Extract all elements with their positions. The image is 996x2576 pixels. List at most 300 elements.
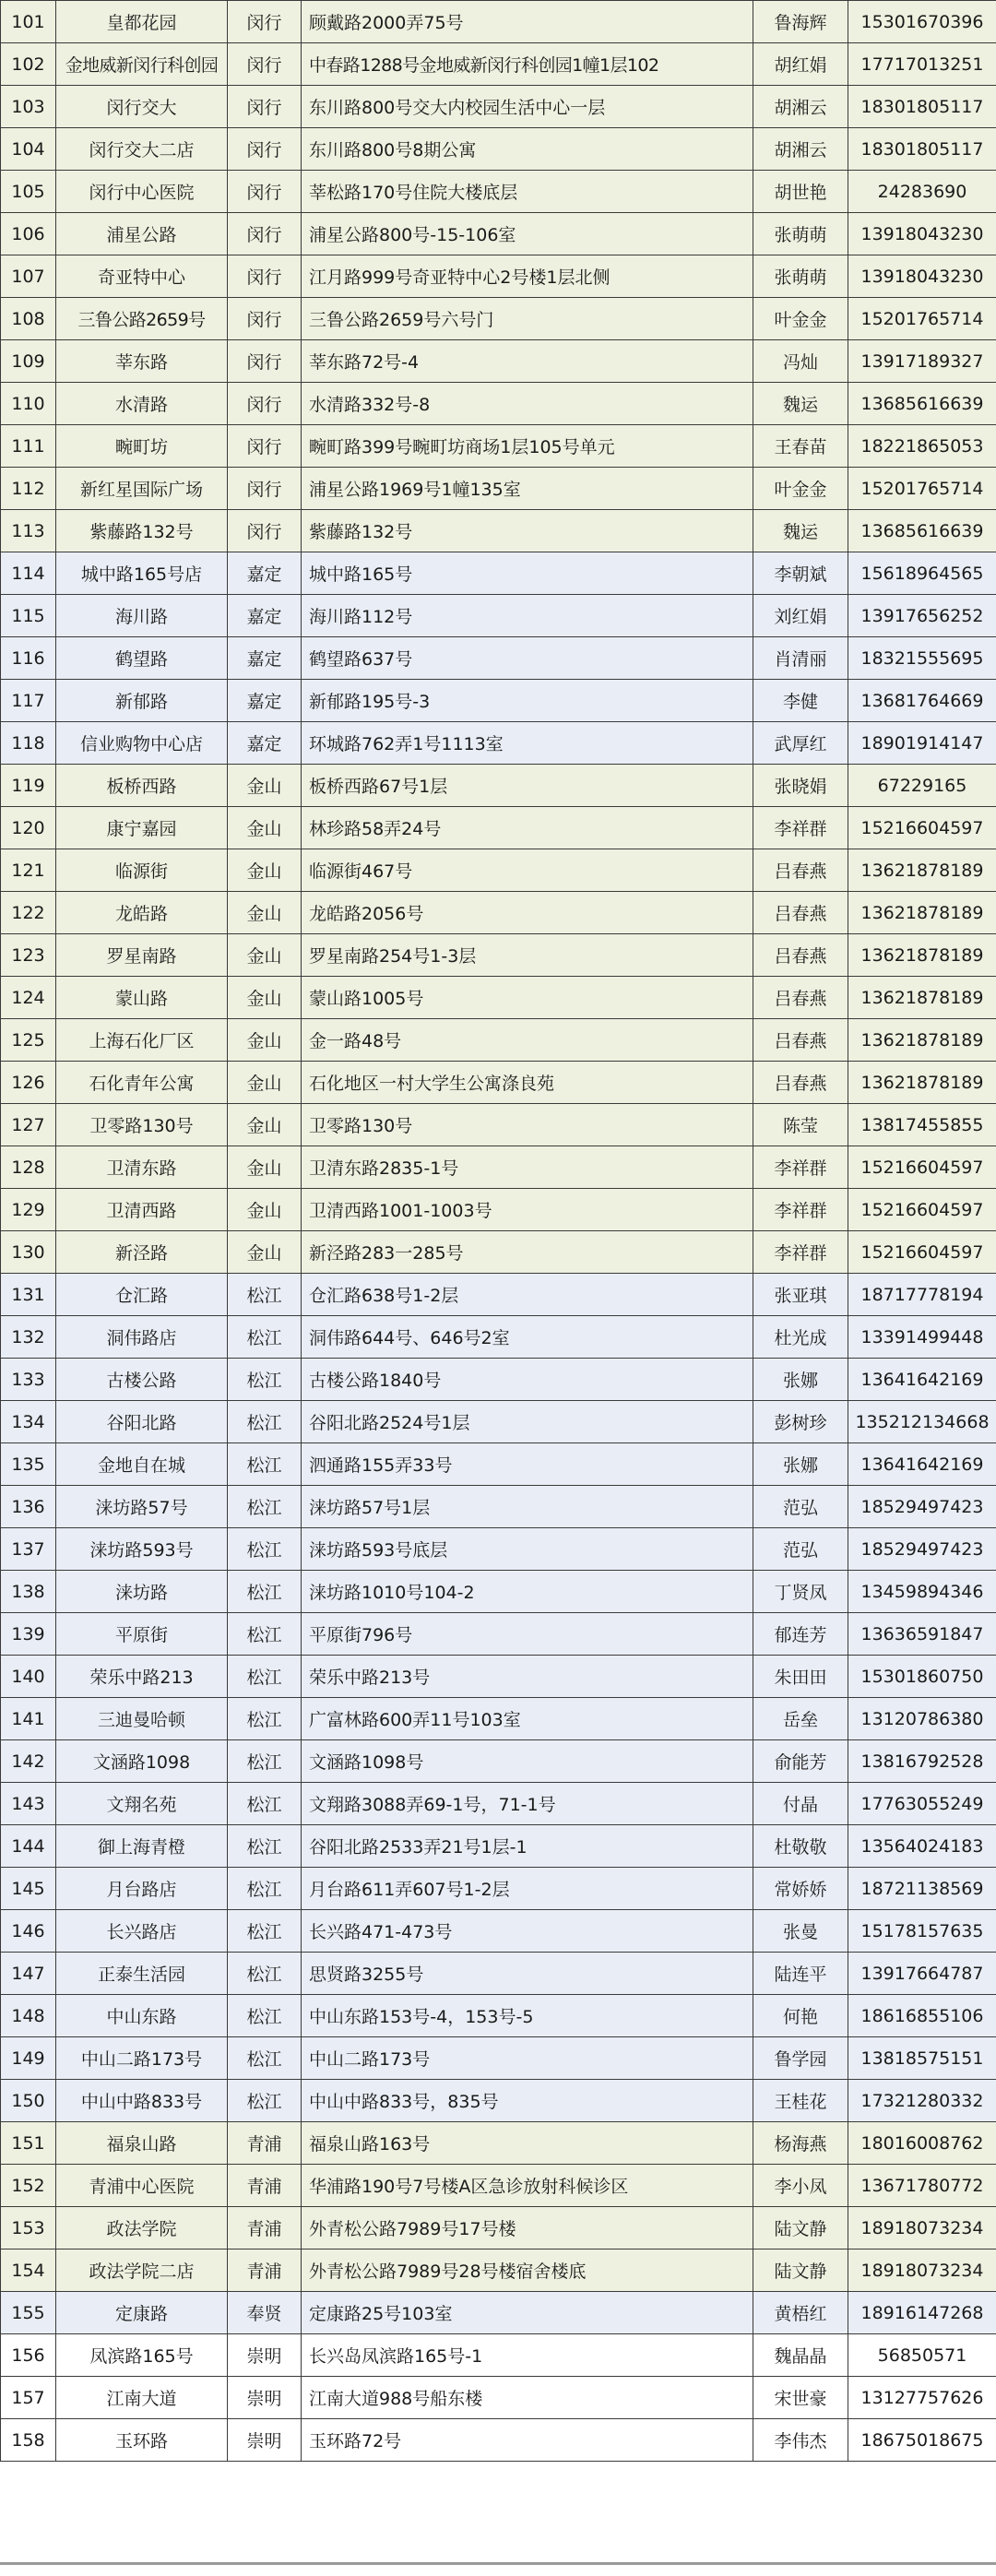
phone-cell: 13685616639 bbox=[848, 383, 996, 425]
contact-person-cell: 何艳 bbox=[753, 1995, 848, 2037]
phone-cell: 13671780772 bbox=[848, 2165, 996, 2207]
contact-person-cell: 张娜 bbox=[753, 1443, 848, 1486]
table-row bbox=[1, 340, 996, 383]
contact-person-cell: 鲁海辉 bbox=[753, 1, 848, 43]
address-cell: 涞坊路593号底层 bbox=[302, 1528, 753, 1571]
phone-cell: 13621878189 bbox=[848, 934, 996, 977]
district-cell: 金山 bbox=[228, 807, 302, 849]
store-number-cell: 137 bbox=[1, 1528, 56, 1571]
contact-person-cell: 张晓娟 bbox=[753, 765, 848, 807]
table-row bbox=[1, 1571, 996, 1613]
table-row bbox=[1, 1656, 996, 1698]
phone-cell: 18675018675 bbox=[848, 2419, 996, 2462]
phone-cell: 15216604597 bbox=[848, 1146, 996, 1189]
store-number-cell: 141 bbox=[1, 1698, 56, 1740]
table-row bbox=[1, 298, 996, 340]
store-name-cell: 皇都花园 bbox=[56, 1, 228, 43]
store-number-cell: 118 bbox=[1, 722, 56, 765]
store-number-cell: 130 bbox=[1, 1231, 56, 1274]
store-number-cell: 111 bbox=[1, 425, 56, 468]
address-cell: 海川路112号 bbox=[302, 595, 753, 637]
store-number-cell: 134 bbox=[1, 1401, 56, 1443]
address-cell: 思贤路3255号 bbox=[302, 1953, 753, 1995]
contact-person-cell: 李伟杰 bbox=[753, 2419, 848, 2462]
store-name-cell: 荣乐中路213 bbox=[56, 1656, 228, 1698]
store-number-cell: 131 bbox=[1, 1274, 56, 1316]
contact-person-cell: 冯灿 bbox=[753, 340, 848, 383]
district-cell: 闵行 bbox=[228, 213, 302, 255]
district-cell: 闵行 bbox=[228, 298, 302, 340]
district-cell: 松江 bbox=[228, 1995, 302, 2037]
contact-person-cell: 胡湘云 bbox=[753, 128, 848, 171]
store-number-cell: 108 bbox=[1, 298, 56, 340]
district-cell: 崇明 bbox=[228, 2419, 302, 2462]
table-row bbox=[1, 510, 996, 552]
contact-person-cell: 郁连芳 bbox=[753, 1613, 848, 1656]
contact-person-cell: 刘红娟 bbox=[753, 595, 848, 637]
phone-cell: 13127757626 bbox=[848, 2377, 996, 2419]
store-number-cell: 127 bbox=[1, 1104, 56, 1146]
table-row bbox=[1, 2250, 996, 2292]
phone-cell: 18529497423 bbox=[848, 1486, 996, 1528]
table-row bbox=[1, 2292, 996, 2334]
address-cell: 龙皓路2056号 bbox=[302, 892, 753, 934]
table-row bbox=[1, 552, 996, 595]
contact-person-cell: 付晶 bbox=[753, 1783, 848, 1825]
table-row bbox=[1, 977, 996, 1019]
store-number-cell: 135 bbox=[1, 1443, 56, 1486]
table-row bbox=[1, 2334, 996, 2377]
phone-cell: 13818575151 bbox=[848, 2037, 996, 2080]
phone-cell: 18918073234 bbox=[848, 2207, 996, 2250]
address-cell: 仓汇路638号1-2层 bbox=[302, 1274, 753, 1316]
store-number-cell: 152 bbox=[1, 2165, 56, 2207]
address-cell: 东川路800号8期公寓 bbox=[302, 128, 753, 171]
store-name-cell: 定康路 bbox=[56, 2292, 228, 2334]
district-cell: 闵行 bbox=[228, 128, 302, 171]
contact-person-cell: 范弘 bbox=[753, 1486, 848, 1528]
store-name-cell: 古楼公路 bbox=[56, 1359, 228, 1401]
phone-cell: 13621878189 bbox=[848, 849, 996, 892]
table-row bbox=[1, 1868, 996, 1910]
contact-person-cell: 张萌萌 bbox=[753, 213, 848, 255]
store-name-cell: 闵行中心医院 bbox=[56, 171, 228, 213]
address-cell: 中山中路833号，835号 bbox=[302, 2080, 753, 2122]
phone-cell: 15216604597 bbox=[848, 807, 996, 849]
table-row bbox=[1, 1019, 996, 1062]
store-name-cell: 卫零路130号 bbox=[56, 1104, 228, 1146]
contact-person-cell: 常娇娇 bbox=[753, 1868, 848, 1910]
table-row bbox=[1, 1740, 996, 1783]
address-cell: 浦星公路1969号1幢135室 bbox=[302, 468, 753, 510]
phone-cell: 15216604597 bbox=[848, 1231, 996, 1274]
district-cell: 松江 bbox=[228, 1613, 302, 1656]
phone-cell: 13816792528 bbox=[848, 1740, 996, 1783]
store-number-cell: 121 bbox=[1, 849, 56, 892]
table-row bbox=[1, 1953, 996, 1995]
contact-person-cell: 吕春燕 bbox=[753, 1062, 848, 1104]
address-cell: 涞坊路57号1层 bbox=[302, 1486, 753, 1528]
table-row bbox=[1, 2377, 996, 2419]
store-name-cell: 石化青年公寓 bbox=[56, 1062, 228, 1104]
address-cell: 卫清东路2835-1号 bbox=[302, 1146, 753, 1189]
phone-cell: 13621878189 bbox=[848, 1019, 996, 1062]
store-name-cell: 江南大道 bbox=[56, 2377, 228, 2419]
district-cell: 闵行 bbox=[228, 510, 302, 552]
table-row bbox=[1, 1783, 996, 1825]
address-cell: 华浦路190号7号楼A区急诊放射科候诊区 bbox=[302, 2165, 753, 2207]
contact-person-cell: 王桂花 bbox=[753, 2080, 848, 2122]
address-cell: 顾戴路2000弄75号 bbox=[302, 1, 753, 43]
table-row bbox=[1, 383, 996, 425]
contact-person-cell: 魏运 bbox=[753, 383, 848, 425]
store-number-cell: 105 bbox=[1, 171, 56, 213]
store-name-cell: 政法学院 bbox=[56, 2207, 228, 2250]
store-number-cell: 147 bbox=[1, 1953, 56, 1995]
store-number-cell: 120 bbox=[1, 807, 56, 849]
table-row bbox=[1, 255, 996, 298]
store-number-cell: 119 bbox=[1, 765, 56, 807]
store-number-cell: 110 bbox=[1, 383, 56, 425]
phone-cell: 13636591847 bbox=[848, 1613, 996, 1656]
contact-person-cell: 张萌萌 bbox=[753, 255, 848, 298]
district-cell: 金山 bbox=[228, 1231, 302, 1274]
phone-cell: 13621878189 bbox=[848, 892, 996, 934]
table-row bbox=[1, 934, 996, 977]
store-number-cell: 156 bbox=[1, 2334, 56, 2377]
table-row bbox=[1, 807, 996, 849]
store-number-cell: 143 bbox=[1, 1783, 56, 1825]
store-number-cell: 157 bbox=[1, 2377, 56, 2419]
phone-cell: 13621878189 bbox=[848, 1062, 996, 1104]
address-cell: 莘松路170号住院大楼底层 bbox=[302, 171, 753, 213]
phone-cell: 18221865053 bbox=[848, 425, 996, 468]
district-cell: 金山 bbox=[228, 977, 302, 1019]
table-row bbox=[1, 43, 996, 86]
store-name-cell: 龙皓路 bbox=[56, 892, 228, 934]
district-cell: 松江 bbox=[228, 2037, 302, 2080]
phone-cell: 24283690 bbox=[848, 171, 996, 213]
store-name-cell: 海川路 bbox=[56, 595, 228, 637]
table-row bbox=[1, 1698, 996, 1740]
phone-cell: 13917664787 bbox=[848, 1953, 996, 1995]
store-name-cell: 卫清西路 bbox=[56, 1189, 228, 1231]
table-row bbox=[1, 86, 996, 128]
address-cell: 紫藤路132号 bbox=[302, 510, 753, 552]
district-cell: 松江 bbox=[228, 1698, 302, 1740]
store-name-cell: 福泉山路 bbox=[56, 2122, 228, 2165]
store-name-cell: 洞伟路店 bbox=[56, 1316, 228, 1359]
district-cell: 松江 bbox=[228, 1868, 302, 1910]
store-number-cell: 107 bbox=[1, 255, 56, 298]
contact-person-cell: 陆文静 bbox=[753, 2207, 848, 2250]
district-cell: 金山 bbox=[228, 1019, 302, 1062]
address-cell: 江南大道988号船东楼 bbox=[302, 2377, 753, 2419]
contact-person-cell: 李祥群 bbox=[753, 1189, 848, 1231]
phone-cell: 18721138569 bbox=[848, 1868, 996, 1910]
address-cell: 罗星南路254号1-3层 bbox=[302, 934, 753, 977]
table-row bbox=[1, 171, 996, 213]
district-cell: 崇明 bbox=[228, 2334, 302, 2377]
contact-person-cell: 叶金金 bbox=[753, 298, 848, 340]
contact-person-cell: 杜光成 bbox=[753, 1316, 848, 1359]
store-name-cell: 闵行交大 bbox=[56, 86, 228, 128]
table-row bbox=[1, 468, 996, 510]
address-cell: 浦星公路800号-15-106室 bbox=[302, 213, 753, 255]
store-name-cell: 城中路165号店 bbox=[56, 552, 228, 595]
district-cell: 金山 bbox=[228, 1104, 302, 1146]
store-name-cell: 谷阳北路 bbox=[56, 1401, 228, 1443]
store-name-cell: 仓汇路 bbox=[56, 1274, 228, 1316]
phone-cell: 13918043230 bbox=[848, 255, 996, 298]
phone-cell: 13918043230 bbox=[848, 213, 996, 255]
phone-cell: 56850571 bbox=[848, 2334, 996, 2377]
address-cell: 广富林路600弄11号103室 bbox=[302, 1698, 753, 1740]
phone-cell: 18901914147 bbox=[848, 722, 996, 765]
phone-cell: 18321555695 bbox=[848, 637, 996, 680]
store-number-cell: 128 bbox=[1, 1146, 56, 1189]
store-number-cell: 151 bbox=[1, 2122, 56, 2165]
store-number-cell: 138 bbox=[1, 1571, 56, 1613]
district-cell: 松江 bbox=[228, 1528, 302, 1571]
store-number-cell: 126 bbox=[1, 1062, 56, 1104]
store-number-cell: 124 bbox=[1, 977, 56, 1019]
phone-cell: 15178157635 bbox=[848, 1910, 996, 1953]
phone-cell: 15201765714 bbox=[848, 298, 996, 340]
store-name-cell: 莘东路 bbox=[56, 340, 228, 383]
store-number-cell: 140 bbox=[1, 1656, 56, 1698]
store-name-cell: 金地自在城 bbox=[56, 1443, 228, 1486]
district-cell: 嘉定 bbox=[228, 722, 302, 765]
address-cell: 新泾路283一285号 bbox=[302, 1231, 753, 1274]
contact-person-cell: 李祥群 bbox=[753, 807, 848, 849]
table-row bbox=[1, 1443, 996, 1486]
store-name-cell: 长兴路店 bbox=[56, 1910, 228, 1953]
phone-cell: 13641642169 bbox=[848, 1359, 996, 1401]
phone-cell: 15216604597 bbox=[848, 1189, 996, 1231]
store-number-cell: 125 bbox=[1, 1019, 56, 1062]
store-name-cell: 新泾路 bbox=[56, 1231, 228, 1274]
phone-cell: 13817455855 bbox=[848, 1104, 996, 1146]
contact-person-cell: 杜敬敬 bbox=[753, 1825, 848, 1868]
district-cell: 奉贤 bbox=[228, 2292, 302, 2334]
contact-person-cell: 俞能芳 bbox=[753, 1740, 848, 1783]
store-name-cell: 涞坊路 bbox=[56, 1571, 228, 1613]
contact-person-cell: 李朝斌 bbox=[753, 552, 848, 595]
address-cell: 古楼公路1840号 bbox=[302, 1359, 753, 1401]
address-cell: 定康路25号103室 bbox=[302, 2292, 753, 2334]
phone-cell: 13641642169 bbox=[848, 1443, 996, 1486]
store-number-cell: 153 bbox=[1, 2207, 56, 2250]
address-cell: 中春路1288号金地威新闵行科创园1幢1层102 bbox=[302, 43, 753, 86]
address-cell: 外青松公路7989号28号楼宿舍楼底 bbox=[302, 2250, 753, 2292]
address-cell: 涞坊路1010号104-2 bbox=[302, 1571, 753, 1613]
table-row bbox=[1, 637, 996, 680]
district-cell: 金山 bbox=[228, 765, 302, 807]
store-name-cell: 三鲁公路2659号 bbox=[56, 298, 228, 340]
store-number-cell: 146 bbox=[1, 1910, 56, 1953]
phone-cell: 13917656252 bbox=[848, 595, 996, 637]
district-cell: 松江 bbox=[228, 1783, 302, 1825]
phone-cell: 13685616639 bbox=[848, 510, 996, 552]
store-number-cell: 102 bbox=[1, 43, 56, 86]
store-name-cell: 金地威新闵行科创园 bbox=[56, 43, 228, 86]
district-cell: 松江 bbox=[228, 1825, 302, 1868]
district-cell: 闵行 bbox=[228, 43, 302, 86]
phone-cell: 17717013251 bbox=[848, 43, 996, 86]
store-number-cell: 104 bbox=[1, 128, 56, 171]
district-cell: 松江 bbox=[228, 1486, 302, 1528]
address-cell: 林珍路58弄24号 bbox=[302, 807, 753, 849]
table-row bbox=[1, 1146, 996, 1189]
address-cell: 福泉山路163号 bbox=[302, 2122, 753, 2165]
store-number-cell: 112 bbox=[1, 468, 56, 510]
phone-cell: 18529497423 bbox=[848, 1528, 996, 1571]
store-name-cell: 凤滨路165号 bbox=[56, 2334, 228, 2377]
phone-cell: 15618964565 bbox=[848, 552, 996, 595]
store-name-cell: 上海石化厂区 bbox=[56, 1019, 228, 1062]
address-cell: 三鲁公路2659号六号门 bbox=[302, 298, 753, 340]
phone-cell: 15301670396 bbox=[848, 1, 996, 43]
contact-person-cell: 叶金金 bbox=[753, 468, 848, 510]
table-row bbox=[1, 1528, 996, 1571]
district-cell: 嘉定 bbox=[228, 680, 302, 722]
table-row bbox=[1, 1062, 996, 1104]
contact-person-cell: 杨海燕 bbox=[753, 2122, 848, 2165]
table-row bbox=[1, 722, 996, 765]
district-cell: 松江 bbox=[228, 1401, 302, 1443]
contact-person-cell: 吕春燕 bbox=[753, 892, 848, 934]
store-name-cell: 文翔名苑 bbox=[56, 1783, 228, 1825]
district-cell: 金山 bbox=[228, 934, 302, 977]
contact-person-cell: 陆文静 bbox=[753, 2250, 848, 2292]
store-number-cell: 117 bbox=[1, 680, 56, 722]
district-cell: 闵行 bbox=[228, 171, 302, 213]
phone-cell: 13621878189 bbox=[848, 977, 996, 1019]
table-row bbox=[1, 1486, 996, 1528]
store-name-cell: 罗星南路 bbox=[56, 934, 228, 977]
contact-person-cell: 李小凤 bbox=[753, 2165, 848, 2207]
store-number-cell: 158 bbox=[1, 2419, 56, 2462]
store-number-cell: 133 bbox=[1, 1359, 56, 1401]
address-cell: 鹤望路637号 bbox=[302, 637, 753, 680]
table-row bbox=[1, 2419, 996, 2462]
district-cell: 闵行 bbox=[228, 340, 302, 383]
table-row bbox=[1, 1231, 996, 1274]
district-cell: 嘉定 bbox=[228, 637, 302, 680]
contact-person-cell: 鲁学园 bbox=[753, 2037, 848, 2080]
store-number-cell: 115 bbox=[1, 595, 56, 637]
table-row bbox=[1, 213, 996, 255]
district-cell: 嘉定 bbox=[228, 595, 302, 637]
store-name-cell: 临源街 bbox=[56, 849, 228, 892]
table-row bbox=[1, 2165, 996, 2207]
district-cell: 松江 bbox=[228, 1910, 302, 1953]
store-name-cell: 卫清东路 bbox=[56, 1146, 228, 1189]
table-row bbox=[1, 892, 996, 934]
table-row bbox=[1, 595, 996, 637]
store-number-cell: 106 bbox=[1, 213, 56, 255]
phone-cell: 15301860750 bbox=[848, 1656, 996, 1698]
contact-person-cell: 李祥群 bbox=[753, 1231, 848, 1274]
store-name-cell: 涞坊路593号 bbox=[56, 1528, 228, 1571]
table-row bbox=[1, 1613, 996, 1656]
address-cell: 中山东路153号-4，153号-5 bbox=[302, 1995, 753, 2037]
table-row bbox=[1, 1274, 996, 1316]
store-name-cell: 信业购物中心店 bbox=[56, 722, 228, 765]
district-cell: 青浦 bbox=[228, 2165, 302, 2207]
store-number-cell: 132 bbox=[1, 1316, 56, 1359]
phone-cell: 67229165 bbox=[848, 765, 996, 807]
phone-cell: 18301805117 bbox=[848, 86, 996, 128]
district-cell: 松江 bbox=[228, 1443, 302, 1486]
store-number-cell: 144 bbox=[1, 1825, 56, 1868]
store-name-cell: 涞坊路57号 bbox=[56, 1486, 228, 1528]
store-name-cell: 鹤望路 bbox=[56, 637, 228, 680]
store-number-cell: 114 bbox=[1, 552, 56, 595]
address-cell: 平原街796号 bbox=[302, 1613, 753, 1656]
district-cell: 松江 bbox=[228, 1571, 302, 1613]
contact-person-cell: 李祥群 bbox=[753, 1146, 848, 1189]
contact-person-cell: 丁贤凤 bbox=[753, 1571, 848, 1613]
phone-cell: 18916147268 bbox=[848, 2292, 996, 2334]
contact-person-cell: 魏运 bbox=[753, 510, 848, 552]
store-name-cell: 三迪曼哈顿 bbox=[56, 1698, 228, 1740]
phone-cell: 15201765714 bbox=[848, 468, 996, 510]
address-cell: 外青松公路7989号17号楼 bbox=[302, 2207, 753, 2250]
store-name-cell: 紫藤路132号 bbox=[56, 510, 228, 552]
contact-person-cell: 朱田田 bbox=[753, 1656, 848, 1698]
contact-person-cell: 肖清丽 bbox=[753, 637, 848, 680]
store-number-cell: 116 bbox=[1, 637, 56, 680]
contact-person-cell: 魏晶晶 bbox=[753, 2334, 848, 2377]
table-row bbox=[1, 1401, 996, 1443]
store-number-cell: 155 bbox=[1, 2292, 56, 2334]
district-cell: 闵行 bbox=[228, 86, 302, 128]
address-cell: 谷阳北路2533弄21号1层-1 bbox=[302, 1825, 753, 1868]
address-cell: 江月路999号奇亚特中心2号楼1层北侧 bbox=[302, 255, 753, 298]
contact-person-cell: 胡湘云 bbox=[753, 86, 848, 128]
phone-cell: 18616855106 bbox=[848, 1995, 996, 2037]
phone-cell: 13681764669 bbox=[848, 680, 996, 722]
store-name-cell: 玉环路 bbox=[56, 2419, 228, 2462]
address-cell: 文涵路1098号 bbox=[302, 1740, 753, 1783]
district-cell: 青浦 bbox=[228, 2250, 302, 2292]
phone-cell: 18016008762 bbox=[848, 2122, 996, 2165]
store-name-cell: 畹町坊 bbox=[56, 425, 228, 468]
contact-person-cell: 吕春燕 bbox=[753, 977, 848, 1019]
address-cell: 长兴路471-473号 bbox=[302, 1910, 753, 1953]
store-name-cell: 文涵路1098 bbox=[56, 1740, 228, 1783]
store-number-cell: 149 bbox=[1, 2037, 56, 2080]
table-row bbox=[1, 1910, 996, 1953]
address-cell: 荣乐中路213号 bbox=[302, 1656, 753, 1698]
store-number-cell: 103 bbox=[1, 86, 56, 128]
store-number-cell: 136 bbox=[1, 1486, 56, 1528]
address-cell: 板桥西路67号1层 bbox=[302, 765, 753, 807]
store-name-cell: 政法学院二店 bbox=[56, 2250, 228, 2292]
district-cell: 松江 bbox=[228, 1359, 302, 1401]
district-cell: 闵行 bbox=[228, 383, 302, 425]
store-name-cell: 板桥西路 bbox=[56, 765, 228, 807]
store-name-cell: 中山东路 bbox=[56, 1995, 228, 2037]
address-cell: 玉环路72号 bbox=[302, 2419, 753, 2462]
phone-cell: 18301805117 bbox=[848, 128, 996, 171]
phone-cell: 17321280332 bbox=[848, 2080, 996, 2122]
address-cell: 水清路332号-8 bbox=[302, 383, 753, 425]
phone-cell: 13391499448 bbox=[848, 1316, 996, 1359]
phone-cell: 18717778194 bbox=[848, 1274, 996, 1316]
